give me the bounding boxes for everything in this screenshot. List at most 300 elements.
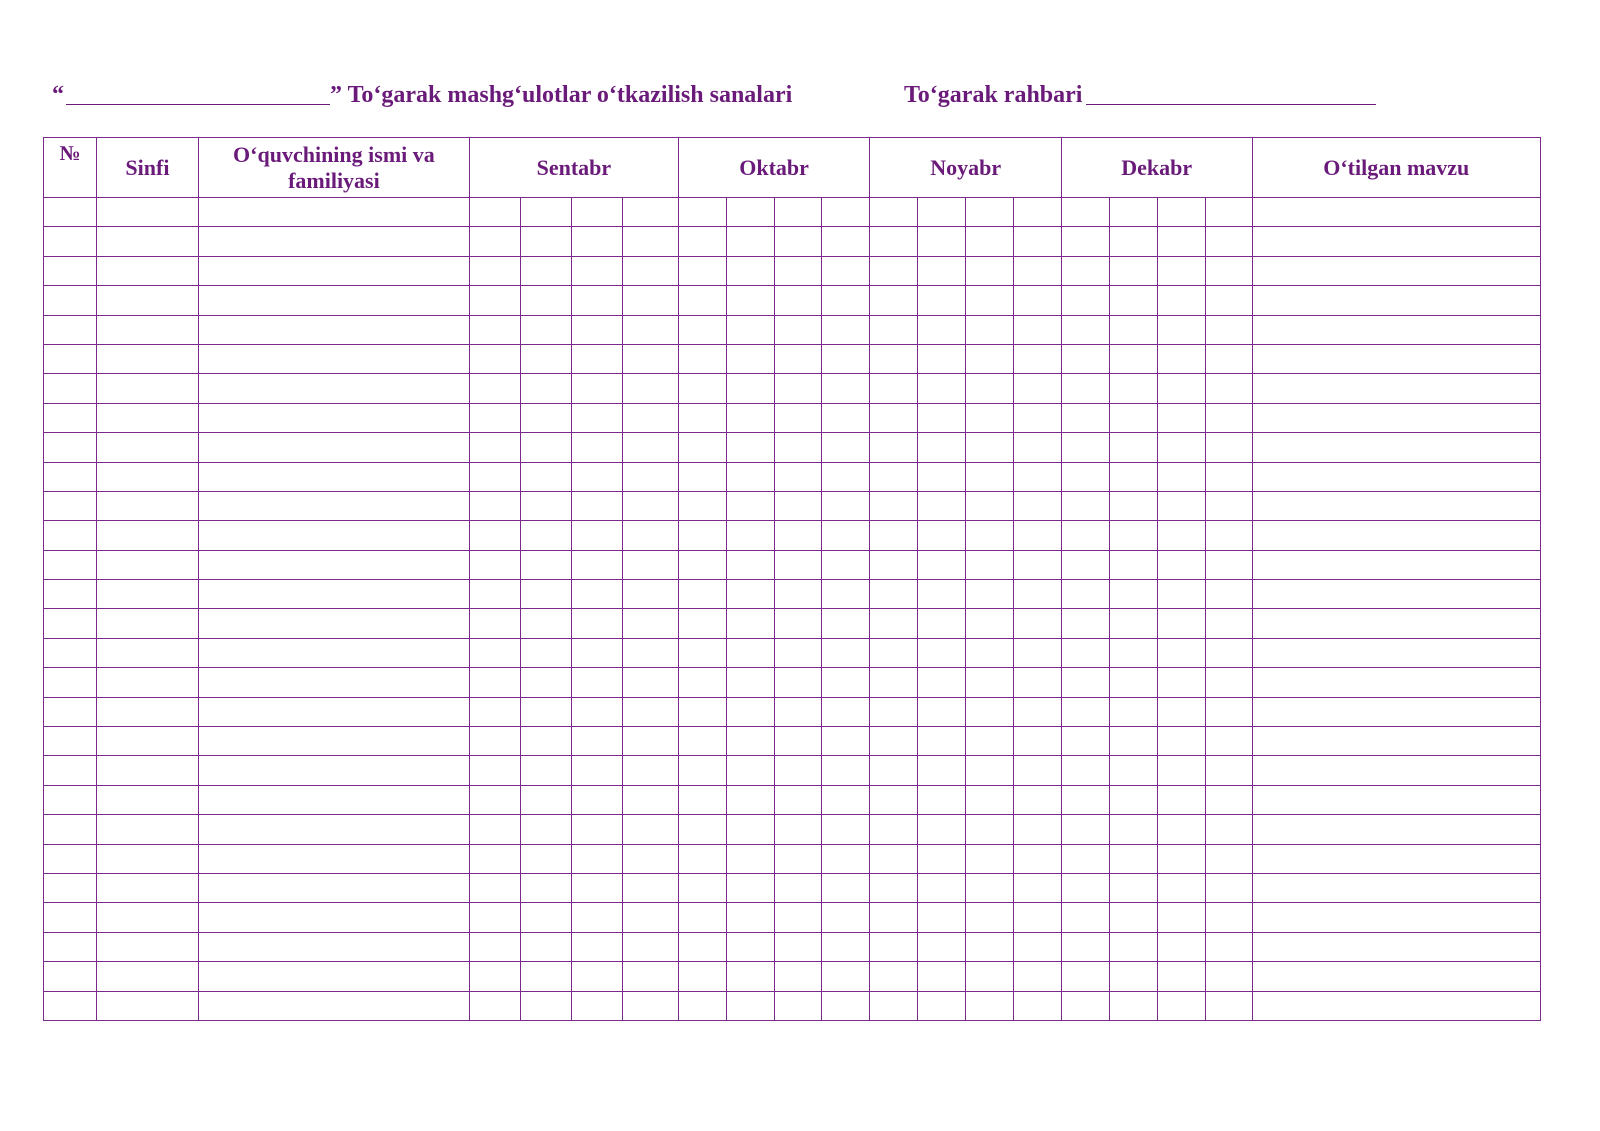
topic-cell[interactable]	[1252, 727, 1541, 756]
date-mark-cell[interactable]	[774, 403, 822, 432]
date-mark-cell[interactable]	[571, 198, 622, 227]
date-mark-cell[interactable]	[1061, 286, 1109, 315]
topic-cell[interactable]	[1252, 315, 1541, 344]
date-mark-cell[interactable]	[520, 785, 571, 814]
date-mark-cell[interactable]	[966, 462, 1014, 491]
date-mark-cell[interactable]	[918, 256, 966, 285]
date-mark-cell[interactable]	[571, 932, 622, 961]
date-mark-cell[interactable]	[678, 668, 726, 697]
date-mark-cell[interactable]	[822, 286, 870, 315]
class-cell[interactable]	[96, 962, 198, 991]
date-mark-cell[interactable]	[1014, 521, 1062, 550]
date-mark-cell[interactable]	[918, 727, 966, 756]
date-mark-cell[interactable]	[1205, 609, 1252, 638]
date-mark-cell[interactable]	[571, 286, 622, 315]
date-mark-cell[interactable]	[1109, 932, 1157, 961]
date-mark-cell[interactable]	[678, 374, 726, 403]
date-mark-cell[interactable]	[822, 403, 870, 432]
date-mark-cell[interactable]	[1157, 344, 1205, 373]
number-cell[interactable]	[44, 198, 97, 227]
student-name-cell[interactable]	[198, 580, 469, 609]
date-mark-cell[interactable]	[1061, 521, 1109, 550]
date-mark-cell[interactable]	[918, 315, 966, 344]
number-cell[interactable]	[44, 580, 97, 609]
date-mark-cell[interactable]	[1205, 491, 1252, 520]
student-name-cell[interactable]	[198, 344, 469, 373]
date-mark-cell[interactable]	[1157, 991, 1205, 1020]
date-mark-cell[interactable]	[622, 315, 678, 344]
number-cell[interactable]	[44, 903, 97, 932]
date-mark-cell[interactable]	[1061, 609, 1109, 638]
date-mark-cell[interactable]	[678, 198, 726, 227]
date-mark-cell[interactable]	[726, 785, 774, 814]
date-mark-cell[interactable]	[918, 609, 966, 638]
class-cell[interactable]	[96, 491, 198, 520]
student-name-cell[interactable]	[198, 227, 469, 256]
date-mark-cell[interactable]	[1157, 697, 1205, 726]
class-cell[interactable]	[96, 198, 198, 227]
number-cell[interactable]	[44, 227, 97, 256]
number-cell[interactable]	[44, 756, 97, 785]
date-mark-cell[interactable]	[822, 697, 870, 726]
date-mark-cell[interactable]	[622, 521, 678, 550]
date-mark-cell[interactable]	[1157, 962, 1205, 991]
date-mark-cell[interactable]	[822, 227, 870, 256]
date-mark-cell[interactable]	[1014, 756, 1062, 785]
date-mark-cell[interactable]	[966, 198, 1014, 227]
date-mark-cell[interactable]	[571, 227, 622, 256]
date-mark-cell[interactable]	[1157, 580, 1205, 609]
date-mark-cell[interactable]	[1109, 727, 1157, 756]
date-mark-cell[interactable]	[1109, 374, 1157, 403]
date-mark-cell[interactable]	[1157, 727, 1205, 756]
student-name-cell[interactable]	[198, 198, 469, 227]
number-cell[interactable]	[44, 433, 97, 462]
date-mark-cell[interactable]	[1109, 609, 1157, 638]
date-mark-cell[interactable]	[918, 344, 966, 373]
date-mark-cell[interactable]	[1157, 521, 1205, 550]
date-mark-cell[interactable]	[1014, 403, 1062, 432]
date-mark-cell[interactable]	[1109, 462, 1157, 491]
date-mark-cell[interactable]	[520, 256, 571, 285]
date-mark-cell[interactable]	[520, 491, 571, 520]
date-mark-cell[interactable]	[1061, 550, 1109, 579]
date-mark-cell[interactable]	[822, 932, 870, 961]
date-mark-cell[interactable]	[520, 638, 571, 667]
class-cell[interactable]	[96, 727, 198, 756]
date-mark-cell[interactable]	[870, 727, 918, 756]
date-mark-cell[interactable]	[1014, 433, 1062, 462]
student-name-cell[interactable]	[198, 491, 469, 520]
date-mark-cell[interactable]	[966, 433, 1014, 462]
date-mark-cell[interactable]	[774, 374, 822, 403]
topic-cell[interactable]	[1252, 697, 1541, 726]
date-mark-cell[interactable]	[870, 315, 918, 344]
number-cell[interactable]	[44, 256, 97, 285]
date-mark-cell[interactable]	[622, 462, 678, 491]
date-mark-cell[interactable]	[571, 491, 622, 520]
date-mark-cell[interactable]	[571, 785, 622, 814]
date-mark-cell[interactable]	[678, 521, 726, 550]
date-mark-cell[interactable]	[1205, 962, 1252, 991]
date-mark-cell[interactable]	[1109, 962, 1157, 991]
date-mark-cell[interactable]	[1157, 374, 1205, 403]
date-mark-cell[interactable]	[870, 580, 918, 609]
date-mark-cell[interactable]	[918, 403, 966, 432]
date-mark-cell[interactable]	[622, 668, 678, 697]
date-mark-cell[interactable]	[726, 727, 774, 756]
date-mark-cell[interactable]	[1014, 638, 1062, 667]
date-mark-cell[interactable]	[774, 873, 822, 902]
class-cell[interactable]	[96, 550, 198, 579]
date-mark-cell[interactable]	[1205, 580, 1252, 609]
date-mark-cell[interactable]	[520, 374, 571, 403]
date-mark-cell[interactable]	[726, 256, 774, 285]
date-mark-cell[interactable]	[822, 491, 870, 520]
student-name-cell[interactable]	[198, 991, 469, 1020]
date-mark-cell[interactable]	[678, 815, 726, 844]
club-name-blank-line[interactable]	[66, 104, 330, 105]
date-mark-cell[interactable]	[1157, 638, 1205, 667]
date-mark-cell[interactable]	[520, 697, 571, 726]
date-mark-cell[interactable]	[774, 991, 822, 1020]
date-mark-cell[interactable]	[1109, 433, 1157, 462]
date-mark-cell[interactable]	[1205, 286, 1252, 315]
date-mark-cell[interactable]	[571, 844, 622, 873]
date-mark-cell[interactable]	[822, 844, 870, 873]
class-cell[interactable]	[96, 815, 198, 844]
date-mark-cell[interactable]	[678, 491, 726, 520]
class-cell[interactable]	[96, 374, 198, 403]
number-cell[interactable]	[44, 286, 97, 315]
date-mark-cell[interactable]	[622, 962, 678, 991]
date-mark-cell[interactable]	[622, 991, 678, 1020]
date-mark-cell[interactable]	[1109, 873, 1157, 902]
date-mark-cell[interactable]	[918, 550, 966, 579]
date-mark-cell[interactable]	[966, 903, 1014, 932]
date-mark-cell[interactable]	[918, 433, 966, 462]
date-mark-cell[interactable]	[966, 256, 1014, 285]
date-mark-cell[interactable]	[822, 521, 870, 550]
date-mark-cell[interactable]	[1205, 815, 1252, 844]
topic-cell[interactable]	[1252, 815, 1541, 844]
class-cell[interactable]	[96, 580, 198, 609]
date-mark-cell[interactable]	[520, 521, 571, 550]
date-mark-cell[interactable]	[1205, 198, 1252, 227]
date-mark-cell[interactable]	[1109, 815, 1157, 844]
date-mark-cell[interactable]	[918, 903, 966, 932]
number-cell[interactable]	[44, 403, 97, 432]
date-mark-cell[interactable]	[918, 286, 966, 315]
topic-cell[interactable]	[1252, 873, 1541, 902]
class-cell[interactable]	[96, 315, 198, 344]
date-mark-cell[interactable]	[678, 433, 726, 462]
date-mark-cell[interactable]	[622, 638, 678, 667]
date-mark-cell[interactable]	[1061, 962, 1109, 991]
date-mark-cell[interactable]	[622, 403, 678, 432]
date-mark-cell[interactable]	[1061, 638, 1109, 667]
student-name-cell[interactable]	[198, 550, 469, 579]
date-mark-cell[interactable]	[1014, 374, 1062, 403]
date-mark-cell[interactable]	[678, 756, 726, 785]
date-mark-cell[interactable]	[1014, 844, 1062, 873]
class-cell[interactable]	[96, 256, 198, 285]
date-mark-cell[interactable]	[622, 286, 678, 315]
date-mark-cell[interactable]	[870, 697, 918, 726]
date-mark-cell[interactable]	[870, 932, 918, 961]
date-mark-cell[interactable]	[622, 932, 678, 961]
date-mark-cell[interactable]	[966, 403, 1014, 432]
date-mark-cell[interactable]	[966, 580, 1014, 609]
date-mark-cell[interactable]	[774, 962, 822, 991]
date-mark-cell[interactable]	[571, 991, 622, 1020]
date-mark-cell[interactable]	[966, 344, 1014, 373]
date-mark-cell[interactable]	[822, 374, 870, 403]
date-mark-cell[interactable]	[622, 227, 678, 256]
date-mark-cell[interactable]	[520, 344, 571, 373]
date-mark-cell[interactable]	[469, 227, 520, 256]
date-mark-cell[interactable]	[622, 491, 678, 520]
date-mark-cell[interactable]	[469, 462, 520, 491]
date-mark-cell[interactable]	[469, 873, 520, 902]
date-mark-cell[interactable]	[918, 374, 966, 403]
date-mark-cell[interactable]	[726, 903, 774, 932]
date-mark-cell[interactable]	[726, 815, 774, 844]
number-cell[interactable]	[44, 609, 97, 638]
class-cell[interactable]	[96, 991, 198, 1020]
date-mark-cell[interactable]	[571, 550, 622, 579]
date-mark-cell[interactable]	[870, 198, 918, 227]
date-mark-cell[interactable]	[1014, 785, 1062, 814]
class-cell[interactable]	[96, 433, 198, 462]
date-mark-cell[interactable]	[822, 256, 870, 285]
student-name-cell[interactable]	[198, 815, 469, 844]
date-mark-cell[interactable]	[726, 991, 774, 1020]
date-mark-cell[interactable]	[774, 550, 822, 579]
date-mark-cell[interactable]	[1205, 873, 1252, 902]
student-name-cell[interactable]	[198, 462, 469, 491]
date-mark-cell[interactable]	[918, 785, 966, 814]
student-name-cell[interactable]	[198, 433, 469, 462]
date-mark-cell[interactable]	[870, 638, 918, 667]
date-mark-cell[interactable]	[822, 903, 870, 932]
number-cell[interactable]	[44, 668, 97, 697]
leader-name-blank-line[interactable]	[1086, 104, 1376, 105]
class-cell[interactable]	[96, 668, 198, 697]
date-mark-cell[interactable]	[678, 550, 726, 579]
class-cell[interactable]	[96, 227, 198, 256]
date-mark-cell[interactable]	[520, 462, 571, 491]
date-mark-cell[interactable]	[520, 315, 571, 344]
date-mark-cell[interactable]	[571, 433, 622, 462]
student-name-cell[interactable]	[198, 668, 469, 697]
date-mark-cell[interactable]	[520, 550, 571, 579]
date-mark-cell[interactable]	[571, 462, 622, 491]
date-mark-cell[interactable]	[571, 344, 622, 373]
date-mark-cell[interactable]	[726, 550, 774, 579]
date-mark-cell[interactable]	[469, 991, 520, 1020]
class-cell[interactable]	[96, 344, 198, 373]
date-mark-cell[interactable]	[520, 433, 571, 462]
date-mark-cell[interactable]	[469, 344, 520, 373]
student-name-cell[interactable]	[198, 962, 469, 991]
date-mark-cell[interactable]	[469, 815, 520, 844]
date-mark-cell[interactable]	[774, 344, 822, 373]
topic-cell[interactable]	[1252, 668, 1541, 697]
date-mark-cell[interactable]	[870, 374, 918, 403]
date-mark-cell[interactable]	[822, 344, 870, 373]
date-mark-cell[interactable]	[1061, 785, 1109, 814]
date-mark-cell[interactable]	[1157, 403, 1205, 432]
date-mark-cell[interactable]	[1109, 697, 1157, 726]
date-mark-cell[interactable]	[1014, 462, 1062, 491]
date-mark-cell[interactable]	[1061, 873, 1109, 902]
date-mark-cell[interactable]	[1061, 227, 1109, 256]
date-mark-cell[interactable]	[870, 991, 918, 1020]
date-mark-cell[interactable]	[774, 609, 822, 638]
topic-cell[interactable]	[1252, 521, 1541, 550]
date-mark-cell[interactable]	[1109, 403, 1157, 432]
date-mark-cell[interactable]	[1205, 932, 1252, 961]
date-mark-cell[interactable]	[1014, 815, 1062, 844]
student-name-cell[interactable]	[198, 844, 469, 873]
date-mark-cell[interactable]	[1109, 638, 1157, 667]
date-mark-cell[interactable]	[726, 198, 774, 227]
date-mark-cell[interactable]	[622, 433, 678, 462]
date-mark-cell[interactable]	[774, 756, 822, 785]
topic-cell[interactable]	[1252, 903, 1541, 932]
topic-cell[interactable]	[1252, 198, 1541, 227]
date-mark-cell[interactable]	[1061, 344, 1109, 373]
date-mark-cell[interactable]	[469, 638, 520, 667]
date-mark-cell[interactable]	[1157, 785, 1205, 814]
date-mark-cell[interactable]	[774, 727, 822, 756]
date-mark-cell[interactable]	[571, 403, 622, 432]
date-mark-cell[interactable]	[1157, 227, 1205, 256]
date-mark-cell[interactable]	[966, 991, 1014, 1020]
date-mark-cell[interactable]	[774, 580, 822, 609]
date-mark-cell[interactable]	[870, 521, 918, 550]
date-mark-cell[interactable]	[678, 991, 726, 1020]
date-mark-cell[interactable]	[1014, 873, 1062, 902]
date-mark-cell[interactable]	[520, 403, 571, 432]
topic-cell[interactable]	[1252, 962, 1541, 991]
date-mark-cell[interactable]	[822, 580, 870, 609]
topic-cell[interactable]	[1252, 609, 1541, 638]
date-mark-cell[interactable]	[966, 962, 1014, 991]
date-mark-cell[interactable]	[1014, 932, 1062, 961]
date-mark-cell[interactable]	[1014, 580, 1062, 609]
date-mark-cell[interactable]	[774, 491, 822, 520]
date-mark-cell[interactable]	[870, 491, 918, 520]
class-cell[interactable]	[96, 697, 198, 726]
date-mark-cell[interactable]	[520, 991, 571, 1020]
date-mark-cell[interactable]	[1061, 815, 1109, 844]
date-mark-cell[interactable]	[469, 668, 520, 697]
date-mark-cell[interactable]	[571, 962, 622, 991]
number-cell[interactable]	[44, 638, 97, 667]
date-mark-cell[interactable]	[1157, 198, 1205, 227]
date-mark-cell[interactable]	[1014, 491, 1062, 520]
student-name-cell[interactable]	[198, 374, 469, 403]
date-mark-cell[interactable]	[678, 873, 726, 902]
student-name-cell[interactable]	[198, 403, 469, 432]
date-mark-cell[interactable]	[571, 315, 622, 344]
date-mark-cell[interactable]	[1157, 932, 1205, 961]
date-mark-cell[interactable]	[870, 756, 918, 785]
date-mark-cell[interactable]	[571, 727, 622, 756]
number-cell[interactable]	[44, 932, 97, 961]
topic-cell[interactable]	[1252, 932, 1541, 961]
date-mark-cell[interactable]	[520, 932, 571, 961]
date-mark-cell[interactable]	[571, 521, 622, 550]
date-mark-cell[interactable]	[1014, 315, 1062, 344]
topic-cell[interactable]	[1252, 580, 1541, 609]
student-name-cell[interactable]	[198, 727, 469, 756]
date-mark-cell[interactable]	[469, 521, 520, 550]
date-mark-cell[interactable]	[1061, 756, 1109, 785]
date-mark-cell[interactable]	[520, 844, 571, 873]
number-cell[interactable]	[44, 491, 97, 520]
date-mark-cell[interactable]	[870, 550, 918, 579]
date-mark-cell[interactable]	[870, 403, 918, 432]
date-mark-cell[interactable]	[571, 903, 622, 932]
date-mark-cell[interactable]	[571, 580, 622, 609]
date-mark-cell[interactable]	[678, 962, 726, 991]
date-mark-cell[interactable]	[870, 344, 918, 373]
date-mark-cell[interactable]	[1061, 462, 1109, 491]
date-mark-cell[interactable]	[774, 521, 822, 550]
date-mark-cell[interactable]	[918, 638, 966, 667]
date-mark-cell[interactable]	[822, 991, 870, 1020]
date-mark-cell[interactable]	[1109, 991, 1157, 1020]
date-mark-cell[interactable]	[1205, 991, 1252, 1020]
date-mark-cell[interactable]	[774, 315, 822, 344]
class-cell[interactable]	[96, 873, 198, 902]
date-mark-cell[interactable]	[622, 756, 678, 785]
date-mark-cell[interactable]	[918, 756, 966, 785]
date-mark-cell[interactable]	[966, 785, 1014, 814]
date-mark-cell[interactable]	[469, 609, 520, 638]
date-mark-cell[interactable]	[1157, 903, 1205, 932]
date-mark-cell[interactable]	[571, 873, 622, 902]
date-mark-cell[interactable]	[1061, 403, 1109, 432]
date-mark-cell[interactable]	[870, 844, 918, 873]
date-mark-cell[interactable]	[1061, 374, 1109, 403]
date-mark-cell[interactable]	[678, 727, 726, 756]
date-mark-cell[interactable]	[822, 962, 870, 991]
date-mark-cell[interactable]	[571, 756, 622, 785]
date-mark-cell[interactable]	[870, 609, 918, 638]
date-mark-cell[interactable]	[622, 727, 678, 756]
date-mark-cell[interactable]	[469, 315, 520, 344]
date-mark-cell[interactable]	[870, 668, 918, 697]
date-mark-cell[interactable]	[870, 873, 918, 902]
date-mark-cell[interactable]	[622, 903, 678, 932]
student-name-cell[interactable]	[198, 286, 469, 315]
student-name-cell[interactable]	[198, 932, 469, 961]
date-mark-cell[interactable]	[726, 344, 774, 373]
date-mark-cell[interactable]	[822, 785, 870, 814]
date-mark-cell[interactable]	[726, 756, 774, 785]
date-mark-cell[interactable]	[822, 550, 870, 579]
date-mark-cell[interactable]	[469, 256, 520, 285]
date-mark-cell[interactable]	[1205, 697, 1252, 726]
date-mark-cell[interactable]	[918, 580, 966, 609]
date-mark-cell[interactable]	[571, 668, 622, 697]
date-mark-cell[interactable]	[1157, 609, 1205, 638]
date-mark-cell[interactable]	[678, 932, 726, 961]
